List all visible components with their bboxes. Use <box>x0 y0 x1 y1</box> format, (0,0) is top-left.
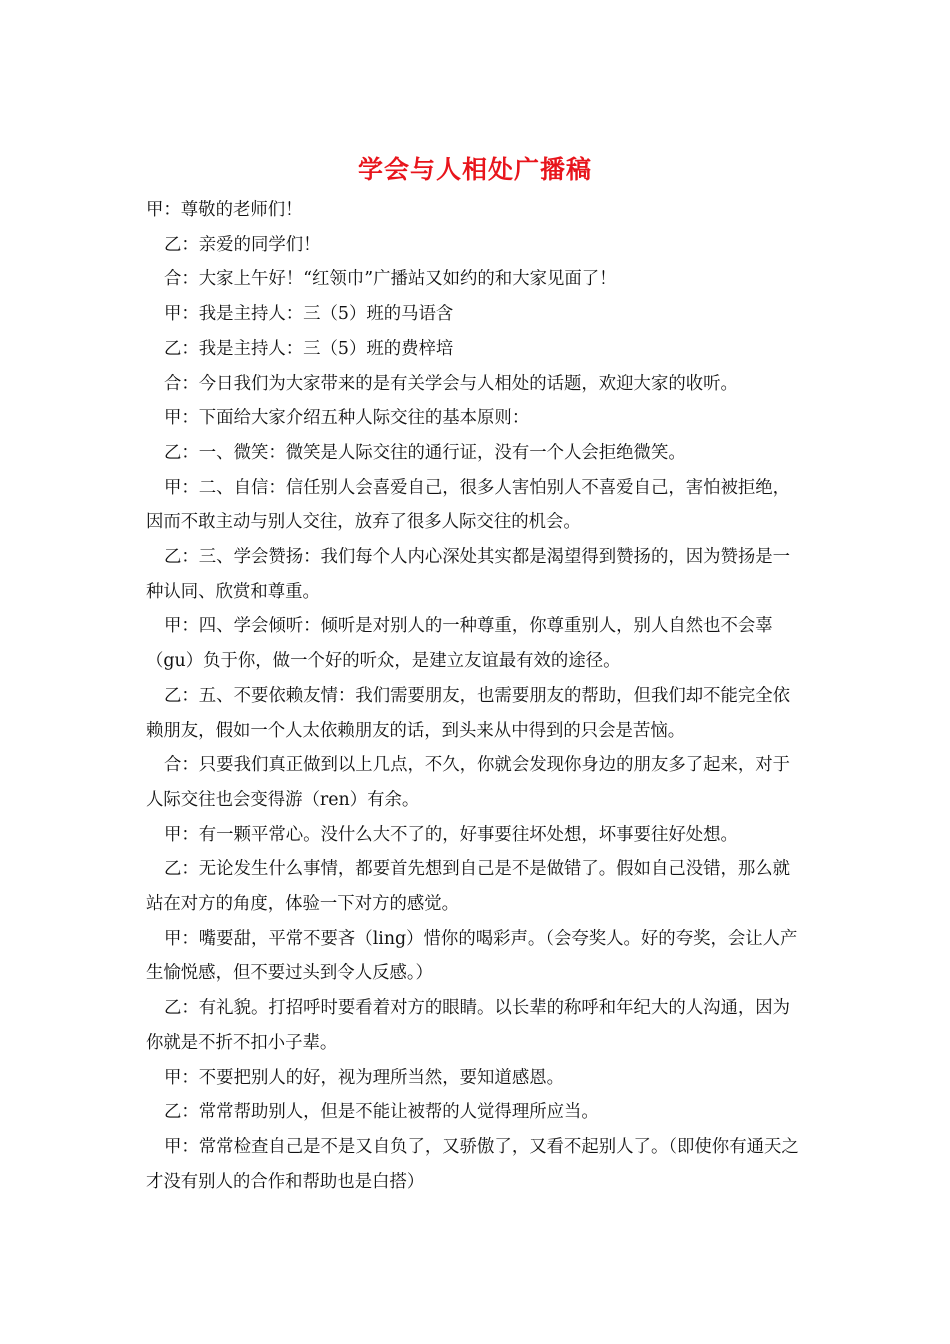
paragraph: 甲：尊敬的老师们！ <box>146 200 303 220</box>
paragraph: 甲：嘴要甜，平常不要吝（ling）惜你的喝彩声。（会夸奖人。好的夸奖，会让人产生愉悦感，但不要过头到令人反感。） <box>146 928 798 984</box>
paragraph: 合：只要我们真正做到以上几点，不久，你就会发现你身边的朋友多了起来，对于人际交往也会变得游（ren）有余。 <box>146 755 791 810</box>
paragraph: 甲：四、学会倾听：倾听是对别人的一种尊重，你尊重别人，别人自然也不会辜（gu）负于你，做一个好的听众，是建立友谊最有效的途径。 <box>146 616 773 672</box>
paragraph: 甲：不要把别人的好，视为理所当然，要知道感恩。 <box>164 1067 564 1088</box>
paragraph: 甲：常常检查自己是不是又自负了，又骄傲了，又看不起别人了。（即使你有通天之才没有别人的合作和帮助也是白搭） <box>146 1136 799 1192</box>
paragraph: 合：今日我们为大家带来的是有关学会与人相处的话题，欢迎大家的收听。 <box>164 373 738 394</box>
paragraph: 甲：我是主持人：三（5）班的马语含 <box>164 304 454 325</box>
paragraph: 乙：五、不要依赖友情：我们需要朋友，也需要朋友的帮助，但我们却不能完全依赖朋友，假如一个人太依赖朋友的话，到头来从中得到的只会是苦恼。 <box>146 685 791 741</box>
paragraph: 乙：三、学会赞扬：我们每个人内心深处其实都是渴望得到赞扬的，因为赞扬是一种认同、欣赏和尊重。 <box>146 547 791 602</box>
paragraph: 甲：有一颗平常心。没什么大不了的，好事要往坏处想，坏事要往好处想。 <box>164 824 738 845</box>
paragraph: 乙：无论发生什么事情，都要首先想到自己是不是做错了。假如自己没错，那么就站在对方的角度，体验一下对方的感觉。 <box>146 859 791 915</box>
paragraph: 合：大家上午好！“红领巾”广播站又如约的和大家见面了！ <box>164 269 617 290</box>
document-body <box>146 193 806 1199</box>
paragraph: 乙：一、微笑：微笑是人际交往的通行证，没有一个人会拒绝微笑。 <box>164 442 686 463</box>
paragraph: 甲：二、自信：信任别人会喜爱自己，很多人害怕别人不喜爱自己，害怕被拒绝，因而不敢主动与别人交往，放弃了很多人际交往的机会。 <box>146 477 791 533</box>
paragraph: 乙：亲爱的同学们！ <box>164 234 321 255</box>
page-title: 学会与人相处广播稿 <box>357 155 592 184</box>
paragraph: 甲：下面给大家介绍五种人际交往的基本原则： <box>164 408 530 429</box>
paragraph: 乙：有礼貌。打招呼时要看着对方的眼睛。以长辈的称呼和年纪大的人沟通，因为你就是不折不扣小子辈。 <box>146 998 791 1053</box>
paragraph: 乙：我是主持人：三（5）班的费梓培 <box>164 338 454 359</box>
paragraph: 乙：常常帮助别人，但是不能让被帮的人觉得理所应当。 <box>164 1102 599 1123</box>
